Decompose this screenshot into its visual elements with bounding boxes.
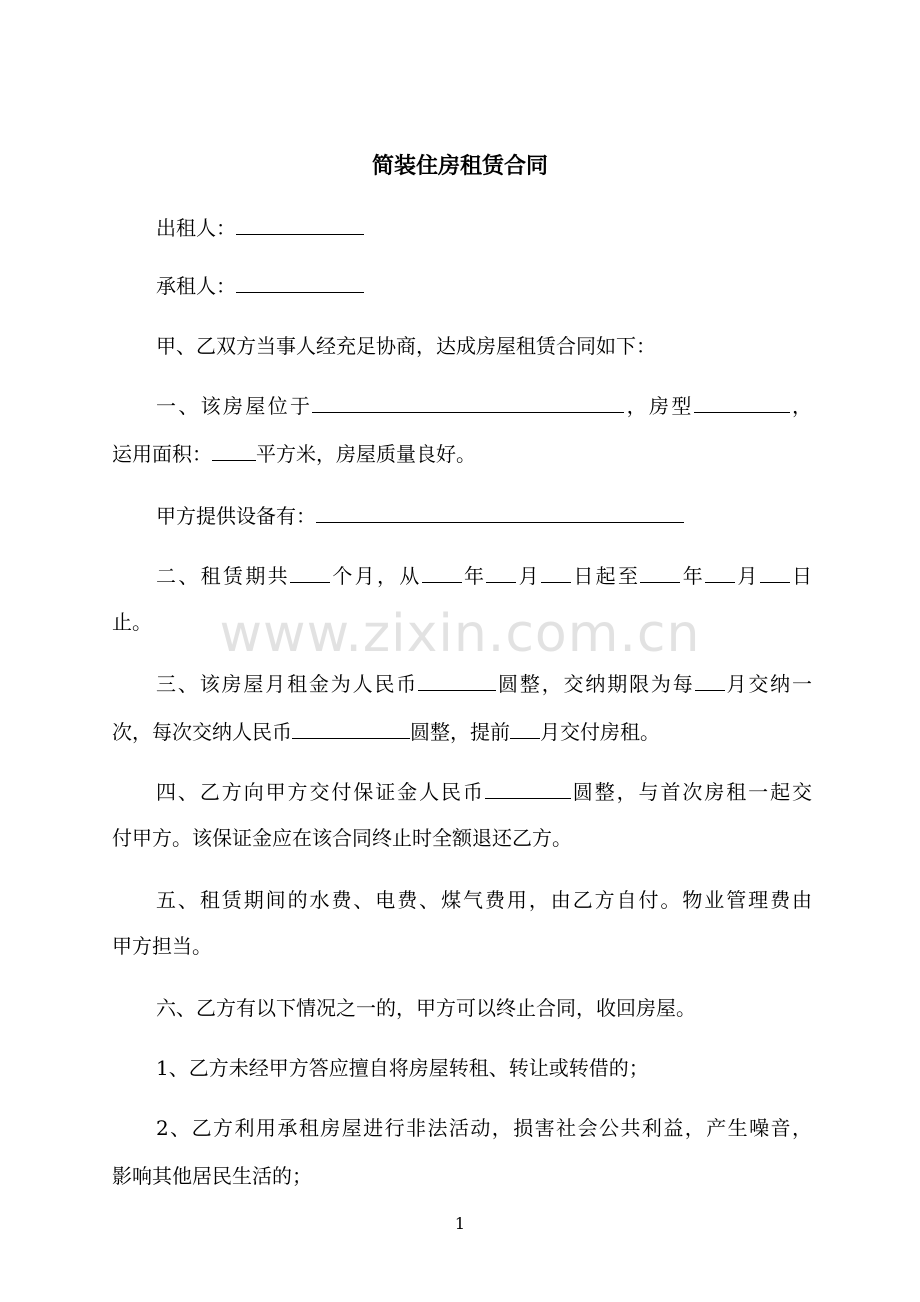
end-year-blank bbox=[640, 560, 680, 583]
item2-text-a: 2、乙方利用承租房屋进行非法活动，损害社会公共利益，产生噪音， bbox=[156, 1116, 812, 1140]
intro-line bbox=[156, 330, 812, 362]
clause1-text-c: ， bbox=[789, 394, 813, 418]
equipment-label: 甲方提供设备有： bbox=[156, 504, 316, 528]
area-blank bbox=[212, 438, 256, 461]
clause2-text-h: 日 bbox=[789, 564, 813, 588]
clause1-text-d: 运用面积： bbox=[112, 442, 212, 466]
deposit-blank bbox=[485, 776, 571, 799]
equipment-line bbox=[156, 500, 812, 532]
clause2-text-e: 日起至 bbox=[571, 564, 641, 588]
lessee-label: 承租人： bbox=[156, 274, 236, 298]
clause4-line2 bbox=[112, 822, 812, 854]
clause1-text-e: 平方米，房屋质量良好。 bbox=[256, 442, 476, 466]
clause1-text-b: ，房型 bbox=[624, 394, 694, 418]
item1-text: 1、乙方未经甲方答应擅自将房屋转租、转让或转借的； bbox=[156, 1056, 649, 1080]
start-day-blank bbox=[541, 560, 571, 583]
clause5-text-b: 甲方担当。 bbox=[112, 934, 212, 958]
clause4-text-a: 四、乙方向甲方交付保证金人民币 bbox=[156, 780, 485, 804]
clause2-text-i: 止。 bbox=[112, 610, 152, 634]
lessee-blank bbox=[236, 270, 364, 293]
clause3-text-b: 圆整，交纳期限为每 bbox=[496, 672, 695, 696]
clause2-text-f: 年 bbox=[680, 564, 706, 588]
item1-line bbox=[156, 1052, 812, 1084]
start-month-blank bbox=[486, 560, 516, 583]
clause4-text-c: 付甲方。该保证金应在该合同终止时全额退还乙方。 bbox=[112, 826, 572, 850]
clause3-text-d: 次，每次交纳人民币 bbox=[112, 720, 292, 744]
clause6-line bbox=[156, 992, 812, 1024]
clause1-line2 bbox=[112, 438, 812, 470]
watermark: www.zixin.com.cn bbox=[219, 604, 701, 664]
clause4-text-b: 圆整，与首次房租一起交 bbox=[570, 780, 813, 804]
payment-period-blank bbox=[695, 668, 725, 691]
clause3-text-a: 三、该房屋月租金为人民币 bbox=[156, 672, 419, 696]
end-month-blank bbox=[705, 560, 735, 583]
end-day-blank bbox=[760, 560, 790, 583]
clause2-text-g: 月 bbox=[735, 564, 760, 588]
clause3-line2 bbox=[112, 716, 812, 748]
months-blank bbox=[290, 560, 330, 583]
clause3-text-c: 月交纳一 bbox=[724, 672, 813, 696]
clause2-text-c: 年 bbox=[461, 564, 487, 588]
page-title: 简装住房租赁合同 bbox=[371, 154, 548, 179]
item2-text-b: 影响其他居民生活的； bbox=[112, 1164, 312, 1188]
clause2-line1 bbox=[156, 560, 812, 592]
clause2-text-b: 个月，从 bbox=[330, 564, 422, 588]
clause4-line1 bbox=[156, 776, 812, 808]
clause1-text-a: 一、该房屋位于 bbox=[156, 394, 313, 418]
clause2-text-d: 月 bbox=[516, 564, 542, 588]
equipment-blank bbox=[316, 500, 684, 523]
lessor-blank bbox=[236, 212, 364, 235]
lessor-label: 出租人： bbox=[156, 216, 236, 240]
room-type-blank bbox=[694, 390, 790, 413]
clause1-line1 bbox=[156, 390, 812, 422]
clause2-text-a: 二、租赁期共 bbox=[156, 564, 290, 588]
advance-months-blank bbox=[510, 716, 540, 739]
clause3-line1 bbox=[156, 668, 812, 700]
payment-amount-blank bbox=[292, 716, 410, 739]
clause5-line2 bbox=[112, 930, 812, 962]
clause5-line1 bbox=[156, 884, 812, 916]
lessee-line bbox=[156, 270, 812, 302]
location-blank bbox=[312, 390, 624, 413]
clause3-text-e: 圆整，提前 bbox=[410, 720, 510, 744]
item2-line1 bbox=[156, 1112, 812, 1144]
clause6-text: 六、乙方有以下情况之一的，甲方可以终止合同，收回房屋。 bbox=[156, 996, 696, 1020]
monthly-rent-blank bbox=[418, 668, 496, 691]
page-number: 1 bbox=[454, 1214, 466, 1233]
intro-text: 甲、乙双方当事人经充足协商，达成房屋租赁合同如下： bbox=[156, 334, 656, 358]
clause3-text-f: 月交付房租。 bbox=[540, 720, 660, 744]
item2-line2 bbox=[112, 1160, 812, 1192]
start-year-blank bbox=[422, 560, 462, 583]
clause5-text-a: 五、租赁期间的水费、电费、煤气费用，由乙方自付。物业管理费由 bbox=[156, 888, 812, 912]
lessor-line bbox=[156, 212, 812, 244]
